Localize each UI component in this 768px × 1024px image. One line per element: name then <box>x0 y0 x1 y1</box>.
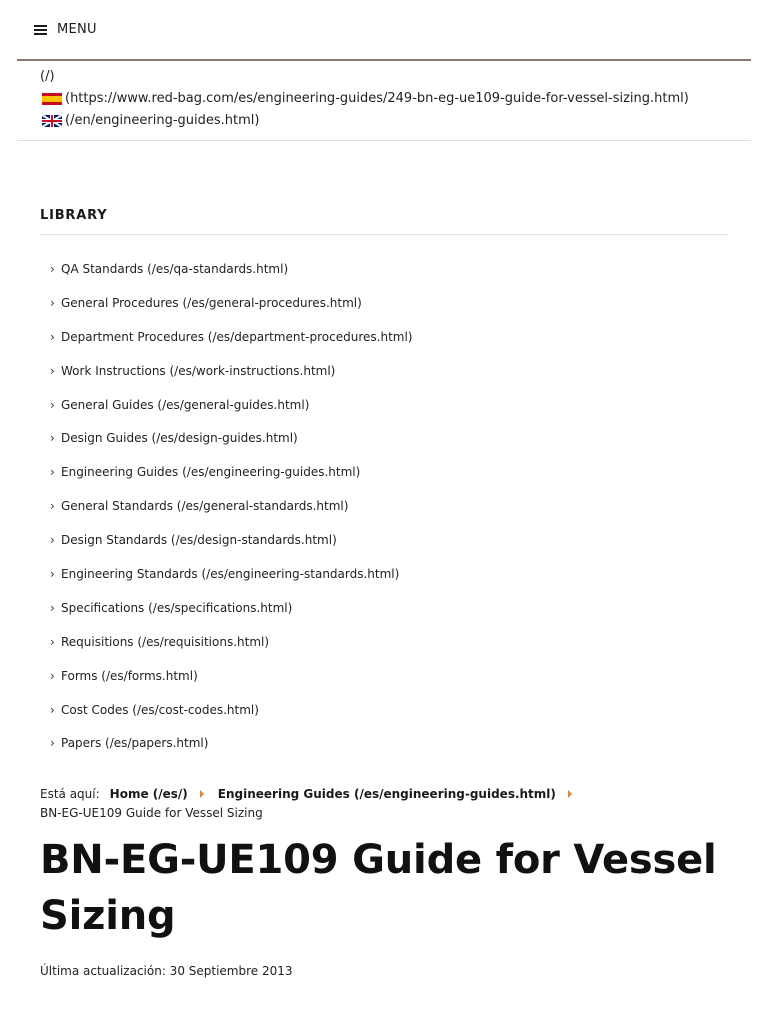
library-item-label[interactable]: General Guides (/es/general-guides.html) <box>61 397 310 412</box>
chevron-right-icon: › <box>50 363 55 378</box>
library-item[interactable] <box>50 567 412 601</box>
library-item[interactable] <box>50 703 412 737</box>
library-item-label[interactable]: Forms (/es/forms.html) <box>61 668 198 683</box>
library-item-label[interactable]: Requisitions (/es/requisitions.html) <box>61 634 270 649</box>
last-updated: Última actualización: 30 Septiembre 2013 <box>40 964 293 978</box>
chevron-right-icon: › <box>50 295 55 310</box>
library-item[interactable] <box>50 465 412 499</box>
library-item-label[interactable]: Design Guides (/es/design-guides.html) <box>61 431 298 446</box>
chevron-right-icon: › <box>50 736 55 751</box>
library-heading: LIBRARY <box>40 208 108 223</box>
library-item[interactable] <box>50 736 412 770</box>
caret-right-icon <box>200 790 204 798</box>
spain-flag-icon[interactable] <box>42 93 62 105</box>
home-link-text[interactable]: (/) <box>40 69 55 84</box>
chevron-right-icon: › <box>50 329 55 344</box>
chevron-right-icon: › <box>50 465 55 480</box>
library-item-label[interactable]: Work Instructions (/es/work-instructions.html) <box>61 363 336 378</box>
breadcrumb-current: BN-EG-UE109 Guide for Vessel Sizing <box>40 806 263 820</box>
page-title: BN-EG-UE109 Guide for Vessel Sizing <box>40 837 717 939</box>
spanish-link-text[interactable]: (https://www.red-bag.com/es/engineering-guides/249-bn-eg-ue109-guide-for-vessel-sizing.html) <box>65 91 689 106</box>
library-item[interactable] <box>50 635 412 669</box>
english-link-text[interactable]: (/en/engineering-guides.html) <box>65 113 260 128</box>
library-item-label[interactable]: Engineering Standards (/es/engineering-standards.html) <box>61 567 400 582</box>
caret-right-icon <box>568 790 572 798</box>
library-list <box>50 262 412 770</box>
breadcrumb <box>40 787 586 801</box>
spanish-language-link[interactable] <box>40 88 751 110</box>
library-item-label[interactable]: Papers (/es/papers.html) <box>61 736 209 751</box>
library-divider <box>40 234 728 235</box>
library-item[interactable] <box>50 262 412 296</box>
breadcrumb-prefix: Está aquí: <box>40 787 100 801</box>
chevron-right-icon: › <box>50 567 55 582</box>
breadcrumb-section-link[interactable]: Engineering Guides (/es/engineering-guides.html) <box>217 787 556 801</box>
chevron-right-icon: › <box>50 262 55 276</box>
library-item[interactable] <box>50 330 412 364</box>
library-item[interactable] <box>50 499 412 533</box>
library-item[interactable] <box>50 601 412 635</box>
menu-bar[interactable] <box>17 0 751 61</box>
chevron-right-icon: › <box>50 600 55 615</box>
chevron-right-icon: › <box>50 533 55 548</box>
chevron-right-icon: › <box>50 668 55 683</box>
library-item[interactable] <box>50 398 412 432</box>
chevron-right-icon: › <box>50 499 55 514</box>
menu-label[interactable]: MENU <box>57 22 97 37</box>
library-item[interactable] <box>50 533 412 567</box>
library-item[interactable] <box>50 364 412 398</box>
library-item-label[interactable]: Engineering Guides (/es/engineering-guides.html) <box>61 465 361 480</box>
library-item-label[interactable]: Design Standards (/es/design-standards.html) <box>61 533 337 548</box>
home-link[interactable] <box>40 66 751 88</box>
library-item[interactable] <box>50 431 412 465</box>
english-language-link[interactable] <box>40 110 751 132</box>
chevron-right-icon: › <box>50 431 55 446</box>
chevron-right-icon: › <box>50 397 55 412</box>
breadcrumb-home-link[interactable]: Home (/es/) <box>109 787 188 801</box>
uk-flag-icon[interactable] <box>42 115 62 127</box>
library-item-label[interactable]: General Standards (/es/general-standards.html) <box>61 499 349 514</box>
library-item[interactable] <box>50 296 412 330</box>
library-item-label[interactable]: Department Procedures (/es/department-procedures.html) <box>61 329 413 344</box>
chevron-right-icon: › <box>50 702 55 717</box>
library-item-label[interactable]: Cost Codes (/es/cost-codes.html) <box>61 702 259 717</box>
library-item-label[interactable]: Specifications (/es/specifications.html) <box>61 600 293 615</box>
chevron-right-icon: › <box>50 634 55 649</box>
library-item-label[interactable]: General Procedures (/es/general-procedures.html) <box>61 295 362 310</box>
library-item-label[interactable]: QA Standards (/es/qa-standards.html) <box>61 262 289 276</box>
library-item[interactable] <box>50 669 412 703</box>
hamburger-icon[interactable] <box>34 25 47 35</box>
language-links <box>17 62 751 141</box>
